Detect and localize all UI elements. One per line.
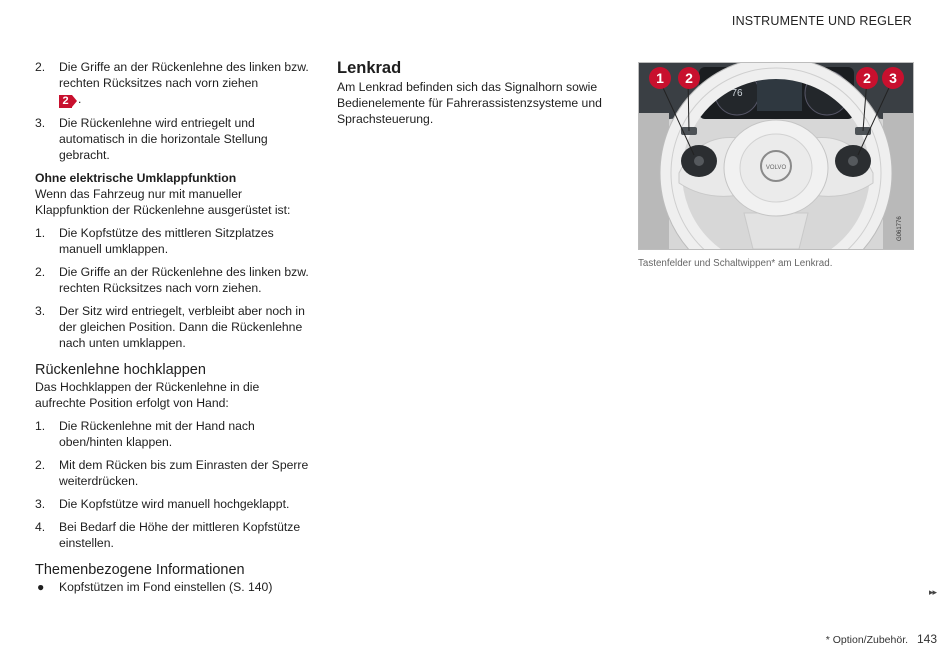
middle-column xyxy=(337,58,617,134)
step-item xyxy=(35,115,310,163)
steering-wheel-figure xyxy=(638,62,914,250)
callout-3: 3 xyxy=(882,67,904,89)
section-heading: Themenbezogene Informationen xyxy=(35,561,245,578)
page-footer xyxy=(826,632,937,646)
callout-1: 1 xyxy=(649,67,671,89)
figure-column xyxy=(638,62,914,269)
continue-icon: ▸▸ xyxy=(928,587,936,597)
callout-badge: 2 xyxy=(59,95,72,108)
step-item: 2. Die Griffe an der Rückenlehne des linken bzw. rechten Rücksitzes nach vorn ziehen. xyxy=(35,264,309,295)
speed-readout: 76 xyxy=(731,88,743,99)
related-link-item xyxy=(35,579,310,595)
figure-caption: Tastenfelder und Schaltwippen* am Lenkrad. xyxy=(638,258,833,269)
intro-text: Das Hochklappen der Rückenlehne in die aufrechte Position erfolgt von Hand: xyxy=(35,379,260,410)
bullet-icon: ● xyxy=(37,579,45,594)
subsection-heading: Ohne elektrische Umklappfunktion xyxy=(35,170,237,185)
steering-wheel-illustration xyxy=(639,63,913,249)
step-number: 3. xyxy=(35,115,46,130)
step-item: 1. Die Kopfstütze des mittleren Sitzplatzes manuell umklappen. xyxy=(35,225,274,256)
step-text: Die Rückenlehne wird entriegelt und automatisch in die horizontale Stellung gebracht. xyxy=(59,115,268,162)
page-number: 143 xyxy=(916,632,937,646)
section-header: INSTRUMENTE UND REGLER xyxy=(731,14,912,28)
callout-2-right: 2 xyxy=(856,67,878,89)
intro-text: Wenn das Fahrzeug nur mit manueller Klappfunktion der Rückenlehne ausgerüstet ist: xyxy=(35,186,291,217)
left-column xyxy=(35,59,310,602)
step-item: 3. Die Kopfstütze wird manuell hochgeklappt. xyxy=(35,496,290,511)
section-heading: Rückenlehne hochklappen xyxy=(35,361,206,378)
callout-2-left: 2 xyxy=(678,67,700,89)
body-text: Am Lenkrad befinden sich das Signalhorn sowie Bedienelemente für Fahrerassistenzsysteme und Sprachsteuerung. xyxy=(337,80,602,126)
related-link[interactable]: Kopfstützen im Fond einstellen (S. 140) xyxy=(59,579,273,594)
footnote: * Option/Zubehör. xyxy=(825,634,909,646)
section-heading: Lenkrad xyxy=(337,59,402,77)
step-number: 2. xyxy=(35,60,46,74)
step-text: Die Griffe an der Rückenlehne des linken bzw. rechten Rücksitzes nach vorn ziehen xyxy=(59,60,309,90)
volvo-logo-text: VOLVO xyxy=(765,165,787,171)
step-item: 4. Bei Bedarf die Höhe der mittleren Kopfstütze einstellen. xyxy=(35,519,301,550)
step-item: 2. Die Griffe an der Rückenlehne des linken bzw. rechten Rücksitzes nach vorn ziehen 2 . xyxy=(35,60,309,107)
step-item: 1. Die Rückenlehne mit der Hand nach oben/hinten klappen. xyxy=(35,418,255,449)
step-item: 2. Mit dem Rücken bis zum Einrasten der Sperre weiterdrücken. xyxy=(35,457,309,488)
step-item: 3. Der Sitz wird entriegelt, verbleibt aber noch in der gleichen Position. Dann die Rückenlehne nach unten umklappen. xyxy=(35,303,305,350)
image-id: G061776 xyxy=(897,216,903,241)
